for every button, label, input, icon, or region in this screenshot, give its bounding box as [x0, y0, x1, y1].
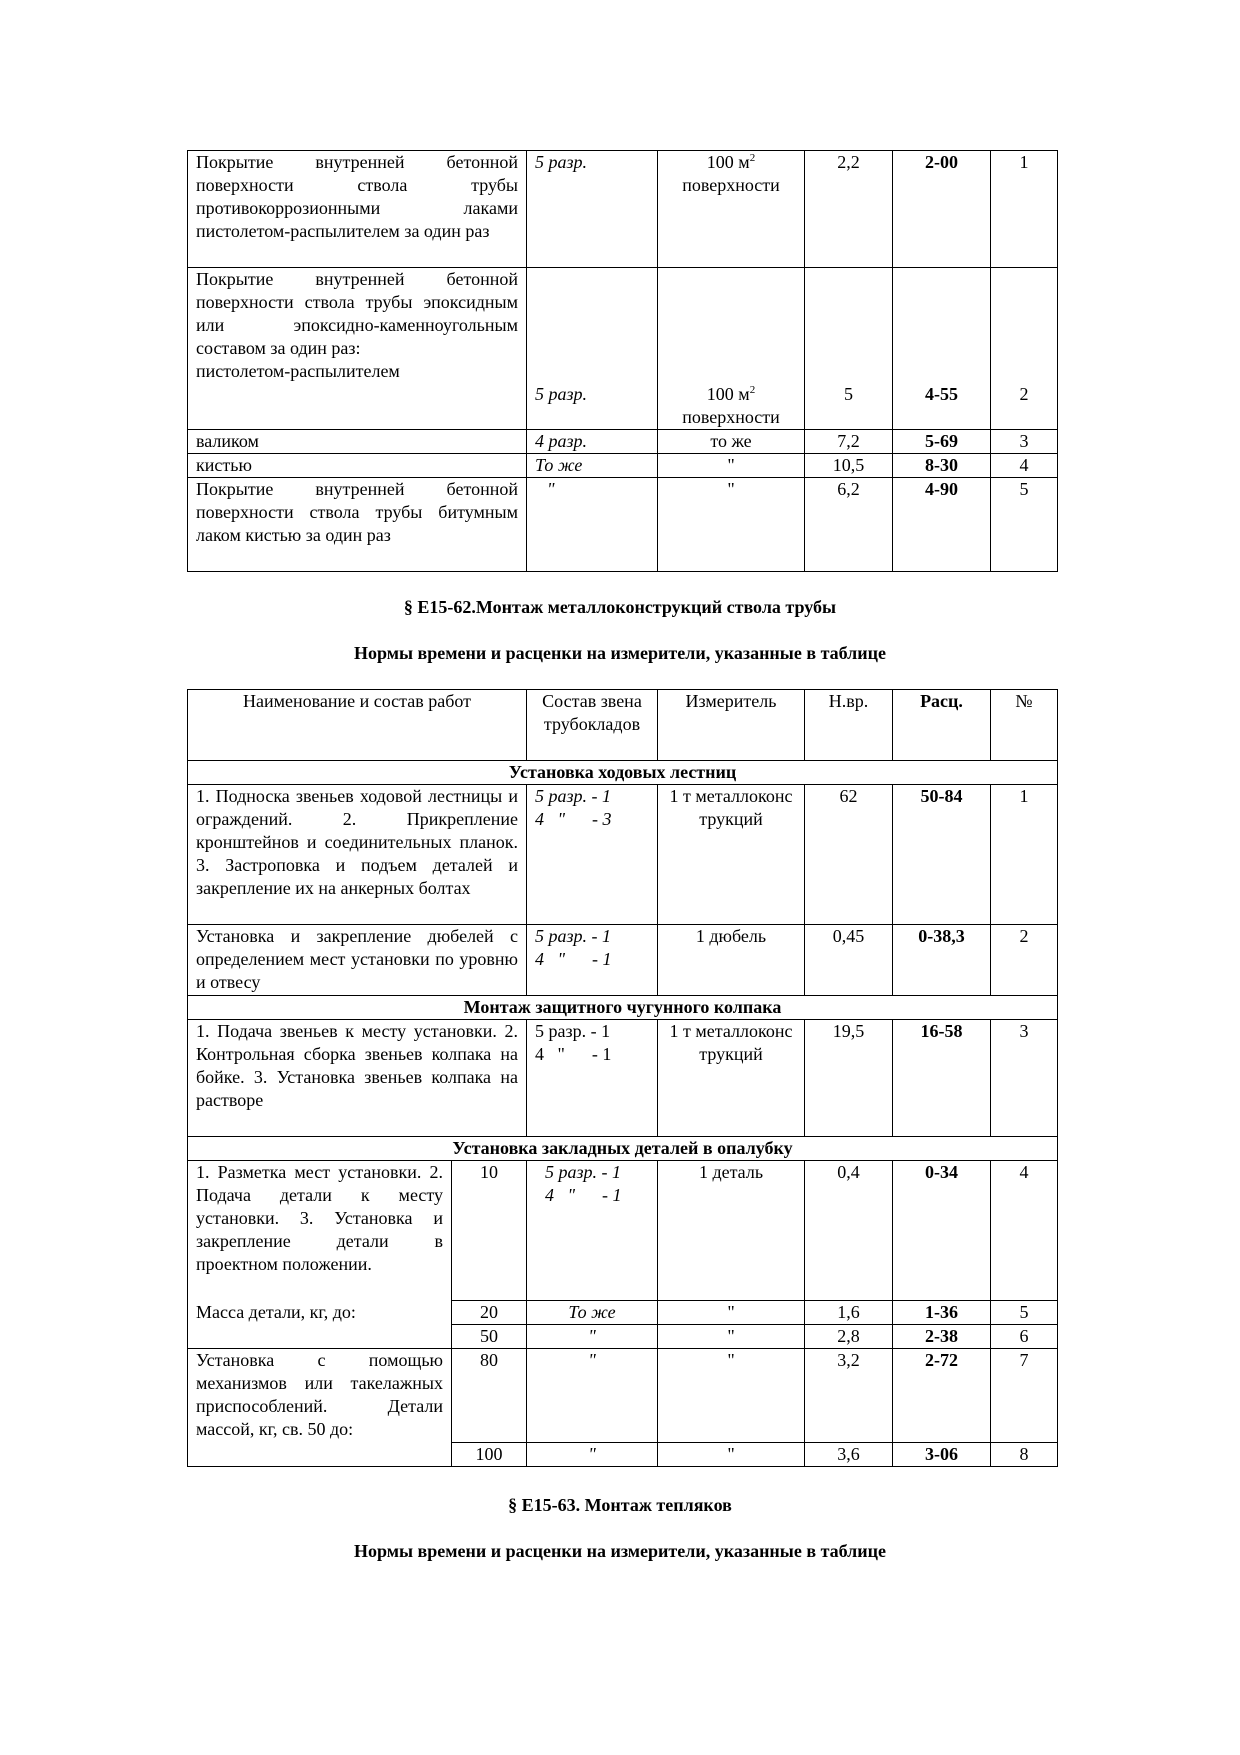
unit-cell: 100 $м^2$ поверхности [658, 151, 805, 268]
group-title-row [188, 1137, 1058, 1161]
norm-cell: 1,6 [805, 1301, 893, 1325]
unit-cell: " [658, 1349, 805, 1443]
crew-cell: То же [527, 1301, 658, 1325]
group-title-row [188, 996, 1058, 1020]
number-cell: 1 [991, 785, 1058, 925]
norm-cell: 10,5 [805, 454, 893, 478]
norm-cell: 5 [805, 268, 893, 430]
section-title: § Е15-63. Монтаж тепляков [508, 1495, 732, 1515]
work-name: 1. Подноска звеньев ходовой лестницы и ограждений. 2. Прикрепление кронштейнов и соединительных планок. 3. Застроповка и подъем деталей и закрепление их на анкерных болтах [188, 785, 527, 925]
group-title: Монтаж защитного чугунного колпака [188, 996, 1058, 1020]
work-description: 1. Разметка мест установки. 2. Подача детали к месту установки. 3. Установка и закрепление детали в проектном положении. [196, 1162, 443, 1274]
crew-cell: 5 разр. - 1 4 " - 1 [527, 1161, 658, 1301]
table-row [188, 430, 1058, 454]
group-title: Установка закладных деталей в опалубку [188, 1137, 1058, 1161]
number-cell: 6 [991, 1325, 1058, 1349]
mass-cell: 20 [452, 1301, 527, 1325]
norm-cell: 6,2 [805, 478, 893, 572]
norm-cell: 0,4 [805, 1161, 893, 1301]
mass-label: Масса детали, кг, до: [188, 1301, 452, 1349]
mass-cell: 100 [452, 1443, 527, 1467]
rate-cell: 0-38,3 [893, 925, 991, 996]
rate-cell: 2-00 [893, 151, 991, 268]
table-row [188, 1161, 1058, 1301]
column-header-crew: Состав звена трубокладов [527, 690, 658, 761]
crew-cell: " [527, 478, 658, 572]
work-name: Покрытие внутренней бетонной поверхности ствола трубы противокоррозионными лаками пистолетом-распылителем за один раз [188, 151, 527, 268]
norm-cell: 2,8 [805, 1325, 893, 1349]
work-name: кистью [188, 454, 527, 478]
work-name [188, 1161, 452, 1301]
unit-cell: " [658, 1443, 805, 1467]
crew-cell: 4 разр. [527, 430, 658, 454]
table-row [188, 454, 1058, 478]
unit-cell: 1 дюбель [658, 925, 805, 996]
table-row [188, 925, 1058, 996]
work-name: валиком [188, 430, 527, 454]
section-title: § Е15-62.Монтаж металлоконструкций ствола трубы [403, 597, 837, 617]
number-cell: 7 [991, 1349, 1058, 1443]
mass-cell: 80 [452, 1349, 527, 1443]
section-subtitle: Нормы времени и расценки на измерители, указанные в таблице [353, 1541, 887, 1561]
table-row [188, 268, 1058, 430]
rate-cell: 16-58 [893, 1020, 991, 1137]
crew-cell: " [527, 1349, 658, 1443]
number-cell: 5 [991, 1301, 1058, 1325]
work-name: 1. Подача звеньев к месту установки. 2. Контрольная сборка звеньев колпака на бойке. 3. Установка звеньев колпака на растворе [188, 1020, 527, 1137]
mech-description: Установка с помощью механизмов или такелажных приспособлений. Детали массой, кг, св. 50 до: [196, 1350, 443, 1439]
rate-cell: 5-69 [893, 430, 991, 454]
crew-cell: 5 разр. [527, 151, 658, 268]
table-row [188, 478, 1058, 572]
table-row [188, 1349, 1058, 1443]
norm-cell: 3,2 [805, 1349, 893, 1443]
crew-cell: " [527, 1443, 658, 1467]
work-name [188, 1349, 452, 1467]
column-header-rate: Расц. [893, 690, 991, 761]
norm-cell: 2,2 [805, 151, 893, 268]
unit-cell: " [658, 1301, 805, 1325]
norm-cell: 0,45 [805, 925, 893, 996]
unit-cell: " [658, 478, 805, 572]
rate-cell: 50-84 [893, 785, 991, 925]
number-cell: 4 [991, 454, 1058, 478]
table-row [188, 1020, 1058, 1137]
unit-cell: 1 деталь [658, 1161, 805, 1301]
section-subtitle: Нормы времени и расценки на измерители, указанные в таблице [353, 643, 887, 663]
number-cell: 2 [991, 925, 1058, 996]
number-cell: 2 [991, 268, 1058, 430]
number-cell: 8 [991, 1443, 1058, 1467]
column-header-unit: Измеритель [658, 690, 805, 761]
number-cell: 4 [991, 1161, 1058, 1301]
crew-cell: 5 разр. [527, 268, 658, 430]
table-row [188, 151, 1058, 268]
crew-cell: 5 разр. - 1 4 " - 1 [527, 1020, 658, 1137]
number-cell: 1 [991, 151, 1058, 268]
rate-cell: 2-38 [893, 1325, 991, 1349]
table-coating [187, 150, 1058, 572]
number-cell: 3 [991, 1020, 1058, 1137]
work-name [188, 268, 527, 430]
number-cell: 3 [991, 430, 1058, 454]
table-metal-structures [187, 689, 1058, 1467]
rate-cell: 4-55 [893, 268, 991, 430]
crew-cell: 5 разр. - 1 4 " - 1 [527, 925, 658, 996]
crew-cell: 5 разр. - 1 4 " - 3 [527, 785, 658, 925]
unit-cell: " [658, 454, 805, 478]
unit-cell: 1 т металлоконструкций [658, 785, 805, 925]
table-header-row [188, 690, 1058, 761]
mass-cell: 50 [452, 1325, 527, 1349]
work-name: Установка и закрепление дюбелей с определением мест установки по уровню и отвесу [188, 925, 527, 996]
group-title: Установка ходовых лестниц [188, 761, 1058, 785]
crew-cell: " [527, 1325, 658, 1349]
rate-cell: 2-72 [893, 1349, 991, 1443]
unit-cell: " [658, 1325, 805, 1349]
table-row [188, 785, 1058, 925]
norm-cell: 3,6 [805, 1443, 893, 1467]
norm-cell: 62 [805, 785, 893, 925]
table-row [188, 1301, 1058, 1325]
column-header-number: № [991, 690, 1058, 761]
mass-cell: 10 [452, 1161, 527, 1301]
work-name: Покрытие внутренней бетонной поверхности ствола трубы битумным лаком кистью за один раз [188, 478, 527, 572]
unit-cell: 100 $м^2$ поверхности [658, 268, 805, 430]
rate-cell: 8-30 [893, 454, 991, 478]
group-title-row [188, 761, 1058, 785]
unit-cell: то же [658, 430, 805, 454]
rate-cell: 0-34 [893, 1161, 991, 1301]
rate-cell: 4-90 [893, 478, 991, 572]
unit-cell: 1 т металлоконструкций [658, 1020, 805, 1137]
column-header-norm: Н.вр. [805, 690, 893, 761]
column-header-name: Наименование и состав работ [188, 690, 527, 761]
work-name-intro: Покрытие внутренней бетонной поверхности ствола трубы эпоксидным или эпоксидно-каменноугольным составом за один раз: [196, 269, 518, 358]
rate-cell: 1-36 [893, 1301, 991, 1325]
work-name-method: пистолетом-распылителем [196, 361, 400, 381]
crew-cell: То же [527, 454, 658, 478]
norm-cell: 7,2 [805, 430, 893, 454]
rate-cell: 3-06 [893, 1443, 991, 1467]
number-cell: 5 [991, 478, 1058, 572]
norm-cell: 19,5 [805, 1020, 893, 1137]
